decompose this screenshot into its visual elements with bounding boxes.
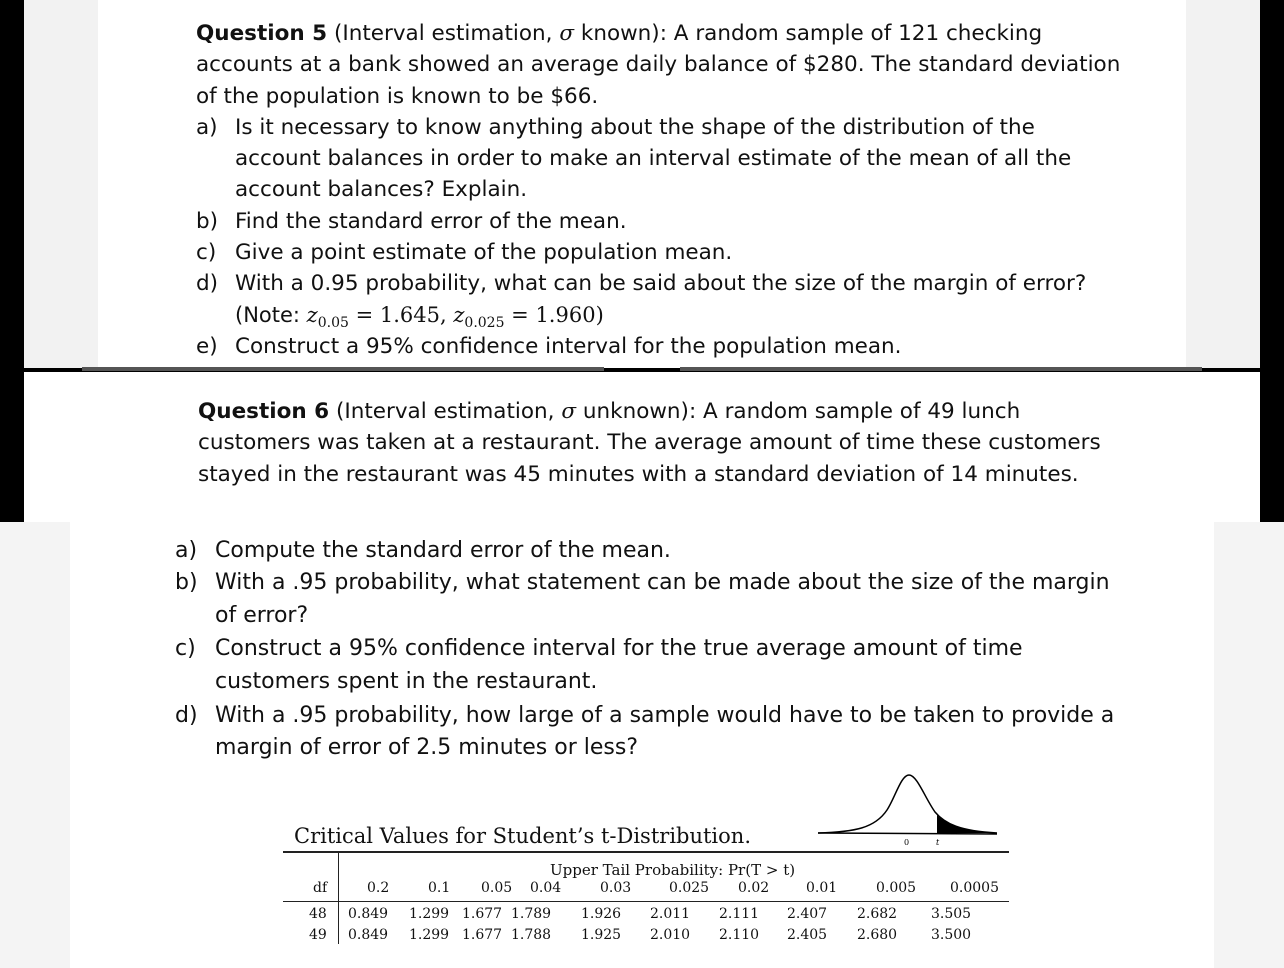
upper-tail-shading — [937, 815, 997, 833]
q5-item-e-text: Construct a 95% confidence interval for the population mean. — [235, 334, 902, 359]
table-cell: 3.500 — [931, 927, 972, 943]
lower-right-strip — [1214, 522, 1284, 968]
table-cell: 1.925 — [581, 927, 622, 943]
df-header: df — [313, 880, 328, 896]
q5-line-2: accounts at a bank showed an average daily balance of $280. The standard deviation — [196, 52, 1121, 77]
table-header-rule — [283, 901, 1009, 902]
q5-item-d-text: With a 0.95 probability, what can be said about the size of the margin of error? — [235, 271, 1087, 296]
q5-note: (Note: $z_{0.05} = 1.645$, $z_{0.025} = 1.960$) — [235, 303, 604, 331]
column-header: 0.0005 — [950, 880, 999, 896]
t-distribution-curve-figure — [815, 770, 1000, 850]
lower-left-strip — [0, 522, 70, 968]
column-header: 0.05 — [481, 880, 513, 896]
q6-item-b-label: b) — [175, 570, 198, 595]
sigma-symbol: σ — [561, 399, 577, 424]
column-header: 0.025 — [669, 880, 710, 896]
column-header: 0.2 — [367, 880, 390, 896]
q5-item-e-label: e) — [196, 334, 218, 359]
table-cell: 2.407 — [787, 906, 828, 922]
t-table-title: Critical Values for Student’s t-Distribution. — [294, 824, 751, 848]
q6-item-c-line1: Construct a 95% confidence interval for the true average amount of time — [215, 636, 1023, 661]
q6-item-b-line2: of error? — [215, 603, 309, 628]
q5-item-a-line3: account balances? Explain. — [235, 177, 528, 202]
table-cell: 3.505 — [931, 906, 972, 922]
column-header: 0.03 — [600, 880, 632, 896]
column-header: 0.005 — [876, 880, 917, 896]
q5-line-3: of the population is known to be $66. — [196, 84, 599, 109]
figure-label-zero: 0 — [904, 838, 910, 847]
table-cell: 2.011 — [650, 906, 691, 922]
q6-line-3: stayed in the restaurant was 45 minutes with a standard deviation of 14 minutes. — [198, 462, 1079, 487]
q5-item-b-text: Find the standard error of the mean. — [235, 209, 627, 234]
q6-item-c-line2: customers spent in the restaurant. — [215, 669, 598, 694]
table-cell: 0.849 — [348, 906, 389, 922]
q6-title: Question 6 — [198, 399, 330, 424]
q6-item-d-line2: margin of error of 2.5 minutes or less? — [215, 735, 639, 760]
table-top-rule — [283, 851, 1009, 853]
q6-title-line: Question 6 (Interval estimation, σ unknown): A random sample of 49 lunch — [198, 399, 1021, 424]
table-cell: 2.680 — [857, 927, 898, 943]
q5-item-b-label: b) — [196, 209, 219, 234]
figure-label-t: t — [936, 838, 940, 847]
table-cell: 2.010 — [650, 927, 691, 943]
table-cell: 0.849 — [348, 927, 389, 943]
table-cell: 1.926 — [581, 906, 622, 922]
q6-item-a-text: Compute the standard error of the mean. — [215, 538, 671, 563]
column-header: 0.1 — [428, 880, 451, 896]
table-cell: 2.405 — [787, 927, 828, 943]
upper-tail-label: Upper Tail Probability: Pr(T > t) — [550, 861, 796, 879]
right-margin-strip — [1186, 0, 1260, 368]
density-curve — [818, 775, 997, 833]
q6-item-a-label: a) — [175, 538, 198, 563]
table-cell: 1.677 — [462, 927, 503, 943]
table-cell: 1.677 — [462, 906, 503, 922]
row-df: 48 — [309, 906, 327, 922]
q6-item-d-line1: With a .95 probability, how large of a sample would have to be taken to provide a — [215, 703, 1115, 728]
q5-item-a-label: a) — [196, 115, 218, 140]
table-cell: 1.299 — [409, 906, 450, 922]
table-cell: 2.111 — [719, 906, 760, 922]
q5-item-c-label: c) — [196, 240, 217, 265]
table-cell: 1.789 — [511, 906, 552, 922]
q5-item-d-label: d) — [196, 271, 219, 296]
table-cell: 2.110 — [719, 927, 760, 943]
column-header: 0.02 — [738, 880, 770, 896]
q6-item-b-line1: With a .95 probability, what statement can be made about the size of the margin — [215, 570, 1110, 595]
q5-item-a-line1: Is it necessary to know anything about the shape of the distribution of the — [235, 115, 1035, 140]
table-cell: 1.299 — [409, 927, 450, 943]
figure-axis — [818, 833, 997, 834]
table-cell: 1.788 — [511, 927, 552, 943]
divider-right — [680, 367, 1202, 371]
q5-item-c-text: Give a point estimate of the population mean. — [235, 240, 733, 265]
row-df: 49 — [309, 927, 327, 943]
q5-item-a-line2: account balances in order to make an interval estimate of the mean of all the — [235, 146, 1072, 171]
q5-title-line: Question 5 (Interval estimation, σ known): A random sample of 121 checking — [196, 21, 1043, 46]
q6-item-c-label: c) — [175, 636, 196, 661]
column-header: 0.04 — [530, 880, 562, 896]
q6-line-2: customers was taken at a restaurant. The average amount of time these customers — [198, 430, 1101, 455]
sigma-symbol: σ — [559, 21, 575, 46]
table-df-divider — [338, 851, 339, 944]
left-margin-strip — [24, 0, 98, 368]
q6-item-d-label: d) — [175, 703, 198, 728]
table-cell: 2.682 — [857, 906, 898, 922]
q5-title: Question 5 — [196, 21, 328, 46]
column-header: 0.01 — [806, 880, 838, 896]
divider-left — [82, 367, 604, 371]
